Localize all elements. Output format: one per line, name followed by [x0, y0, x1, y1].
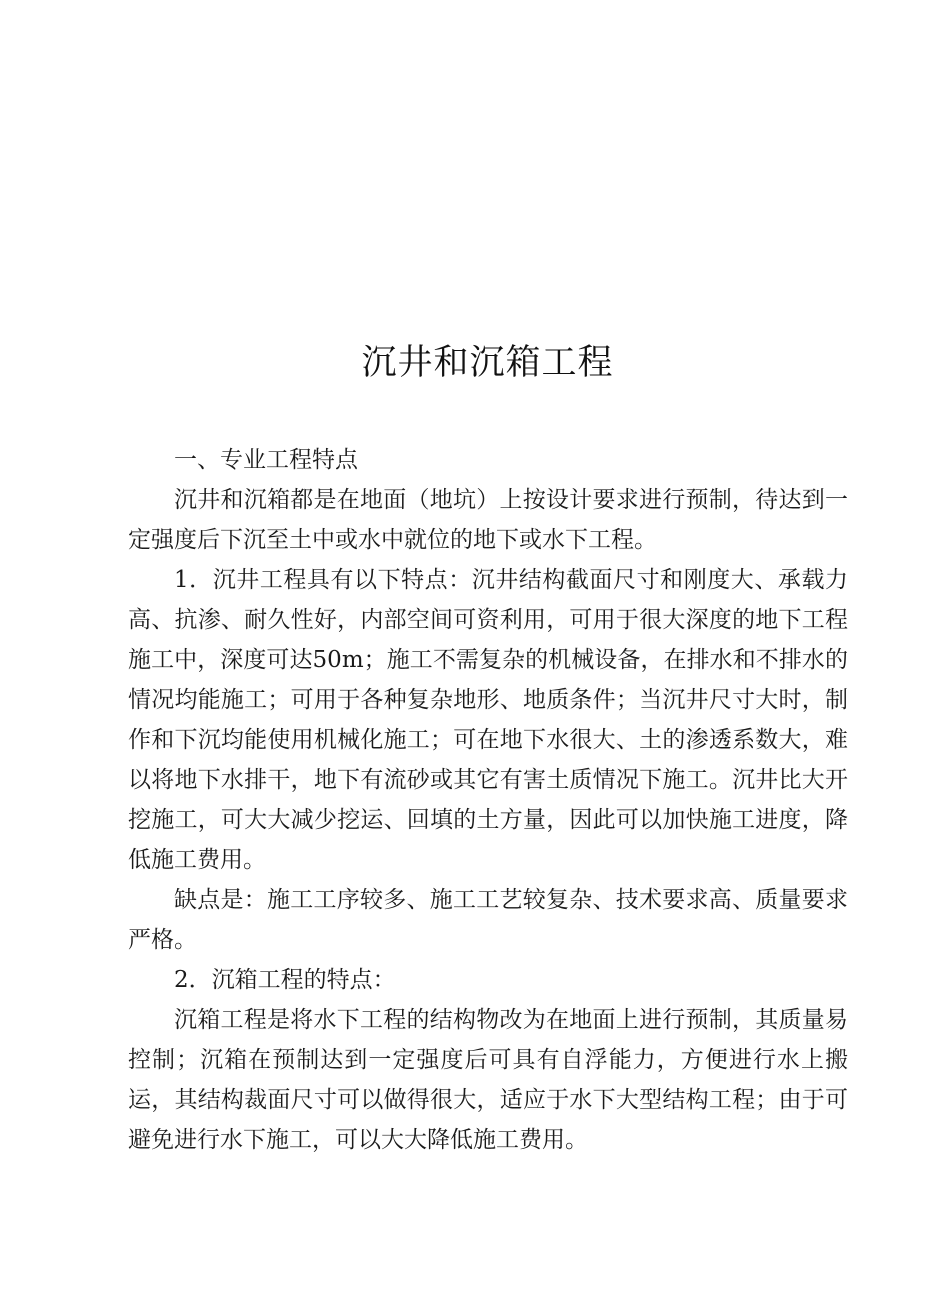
paragraph-caisson-features: 沉箱工程是将水下工程的结构物改为在地面上进行预制，其质量易控制；沉箱在预制达到一定强度后可具有自浮能力，方便进行水上搬运，其结构裁面尺寸可以做得很大，适应于水下大型结构工程；由于可避免进行水下施工，可以大大降低施工费用。	[128, 1007, 848, 1153]
document-body	[128, 440, 848, 1160]
paragraph-caisson-heading: 2．沉箱工程的特点：	[174, 967, 396, 993]
paragraph-disadvantages: 缺点是：施工工序较多、施工工艺较复杂、技术要求高、质量要求严格。	[128, 887, 848, 953]
document-title: 沉井和沉箱工程	[361, 343, 614, 383]
paragraph-intro: 沉井和沉箱都是在地面（地坑）上按设计要求进行预制，待达到一定强度后下沉至土中或水中就位的地下或水下工程。	[128, 487, 848, 553]
section-heading: 一、专业工程特点	[174, 447, 358, 473]
paragraph-caisson-well-features: 1．沉井工程具有以下特点：沉井结构截面尺寸和刚度大、承载力高、抗渗、耐久性好，内部空间可资利用，可用于很大深度的地下工程施工中，深度可达50m；施工不需复杂的机械设备，在排水和不排水的情况均能施工；可用于各种复杂地形、地质条件；当沉井尺寸大时，制作和下沉均能使用机械化施工；可在地下水很大、土的渗透系数大，难以将地下水排干，地下有流砂或其它有害土质情况下施工。沉井比大开挖施工，可大大减少挖运、回填的土方量，因此可以加快施工进度，降低施工费用。	[128, 567, 848, 873]
